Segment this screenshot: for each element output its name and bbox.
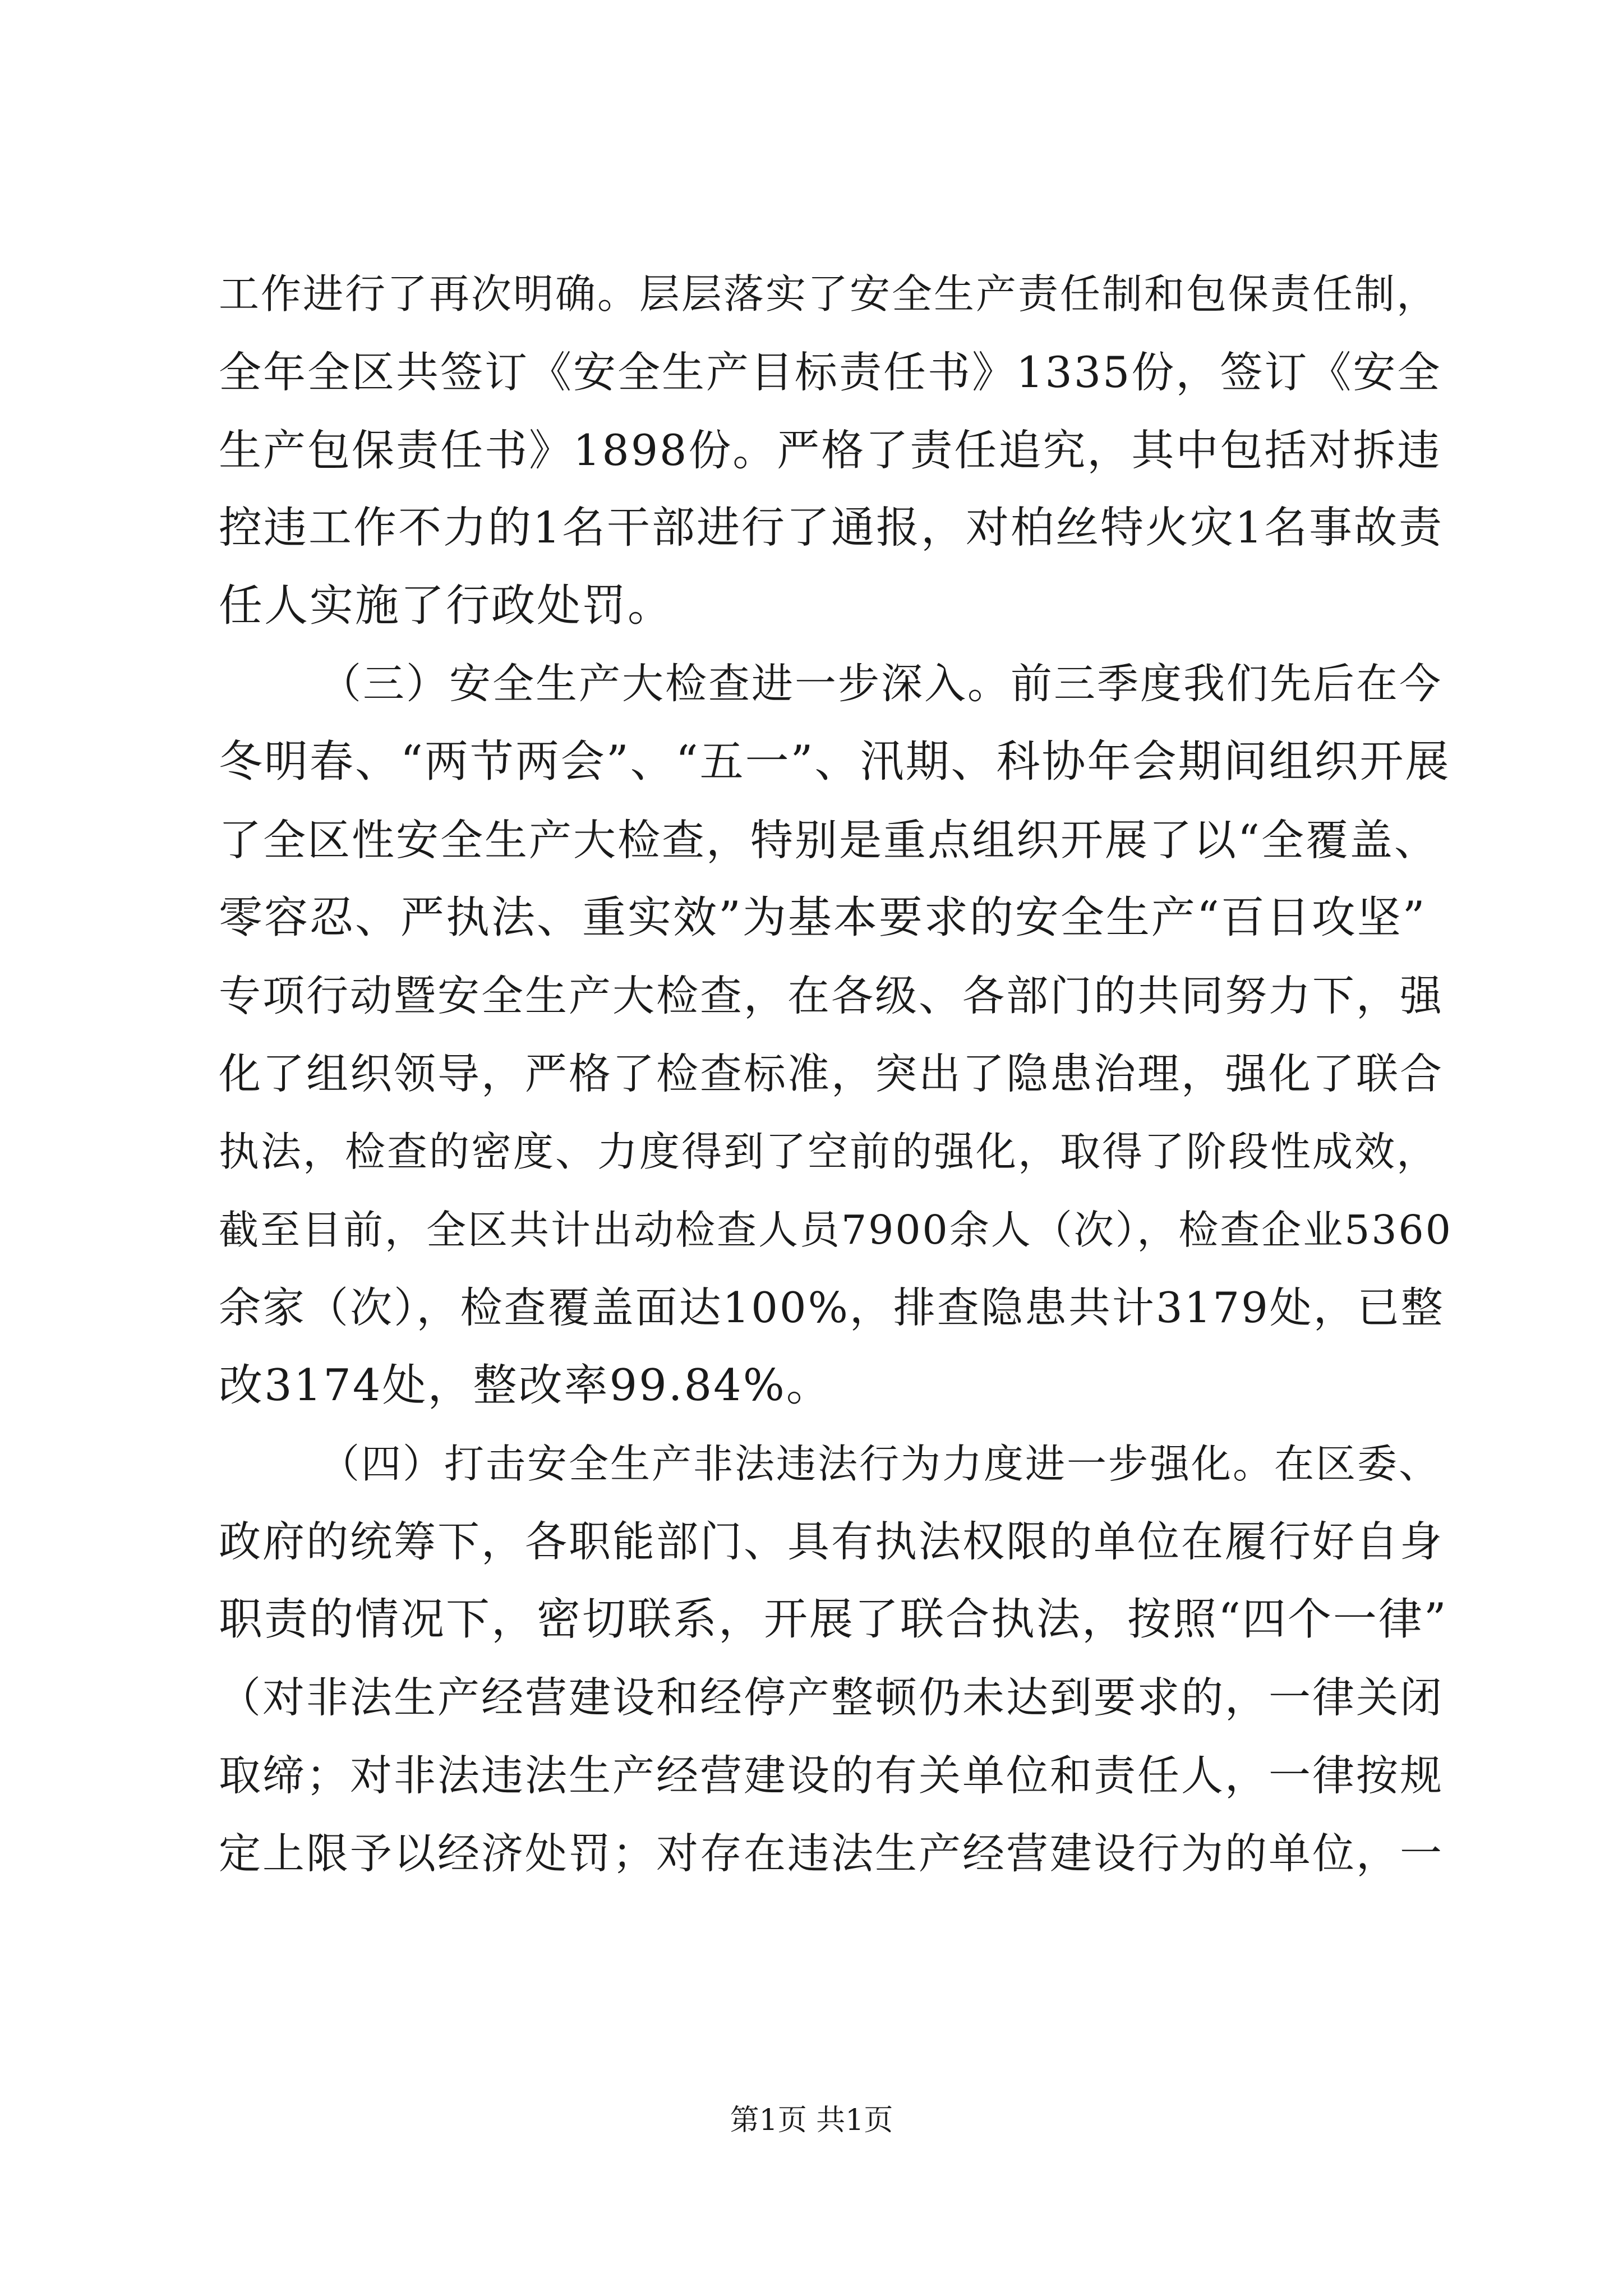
text-line: 职责的情况下，密切联系，开展了联合执法，按照“四个一律” xyxy=(219,1594,1448,1645)
text-line: 定上限予以经济处罚；对存在违法生产经营建设行为的单位，一 xyxy=(219,1829,1444,1878)
text-line: （四）打击安全生产非法违法行为力度进一步强化。在区委、 xyxy=(320,1441,1441,1487)
text-line: 控违工作不力的1名干部进行了通报，对柏丝特火灾1名事故责 xyxy=(219,503,1444,553)
text-line: 改3174处，整改率99.84%。 xyxy=(219,1360,832,1411)
text-line: 化了组织领导，严格了检查标准，突出了隐患治理，强化了联合 xyxy=(219,1049,1444,1098)
text-line: 工作进行了再次明确。层层落实了安全生产责任制和包保责任制， xyxy=(219,270,1439,318)
text-line: 截至目前，全区共计出动检查人员7900余人（次），检查企业5360 xyxy=(219,1207,1453,1253)
text-line: （三）安全生产大检查进一步深入。前三季度我们先后在今 xyxy=(320,660,1442,708)
text-line: 了全区性安全生产大检查，特别是重点组织开展了以“全覆盖、 xyxy=(219,815,1438,865)
text-line: 生产包保责任书》1898份。严格了责任追究，其中包括对拆违 xyxy=(219,425,1442,475)
page-footer: 第1页 共1页 xyxy=(730,2104,893,2137)
text-line: 零容忍、严执法、重实效”为基本要求的安全生产“百日攻坚” xyxy=(219,892,1427,943)
text-line: 任人实施了行政处罚。 xyxy=(219,581,674,631)
text-line: 政府的统筹下，各职能部门、具有执法权限的单位在履行好自身 xyxy=(219,1517,1444,1566)
text-line: （对非法生产经营建设和经停产整顿仍未达到要求的，一律关闭 xyxy=(219,1673,1444,1722)
text-line: 全年全区共签订《安全生产目标责任书》1335份，签订《安全 xyxy=(219,347,1442,397)
document-body xyxy=(219,255,1453,1893)
text-line: 冬明春、“两节两会”、“五一”、汛期、科协年会期间组织开展 xyxy=(219,737,1451,787)
text-line: 取缔；对非法违法生产经营建设的有关单位和责任人，一律按规 xyxy=(219,1751,1444,1800)
text-line: 执法，检查的密度、力度得到了空前的强化，取得了阶段性成效， xyxy=(219,1128,1439,1175)
text-line: 专项行动暨安全生产大检查，在各级、各部门的共同努力下，强 xyxy=(219,971,1444,1020)
text-line: 余家（次），检查覆盖面达100%，排查隐患共计3179处，已整 xyxy=(219,1283,1445,1332)
